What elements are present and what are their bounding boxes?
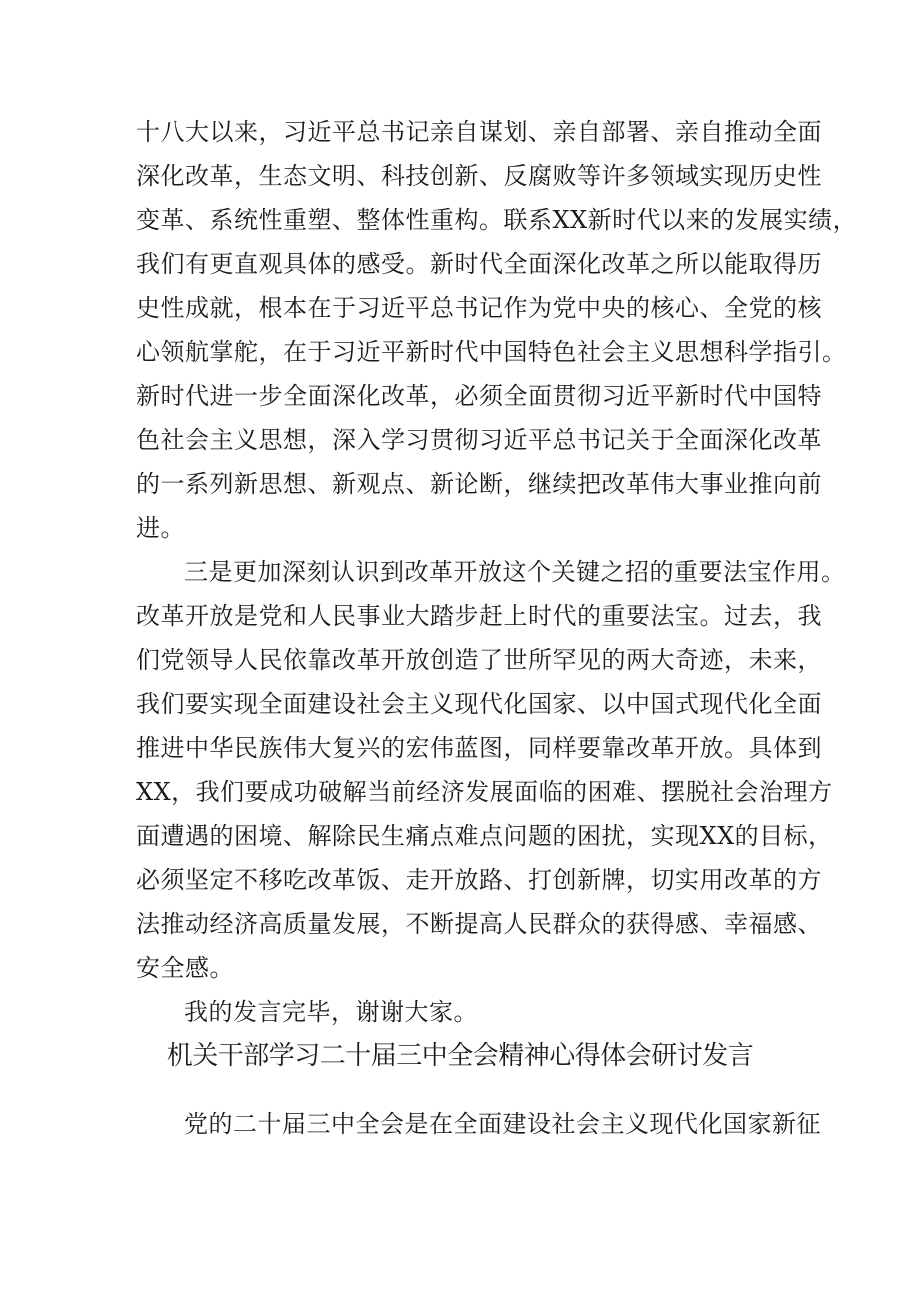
paragraph-line: 法推动经济高质量发展，不断提高人民群众的获得感、幸福感、 [136,910,822,938]
paragraph-line: 十八大以来，习近平总书记亲自谋划、亲自部署、亲自推动全面 [136,118,822,146]
paragraph-line: 安全感。 [136,954,234,982]
paragraph-line: 党的二十届三中全会是在全面建设社会主义现代化国家新征 [184,1110,821,1138]
paragraph-line: 进。 [136,514,185,542]
paragraph-line: 们党领导人民依靠改革开放创造了世所罕见的两大奇迹，未来， [136,646,822,674]
article-title: 机关干部学习二十届三中全会精神心得体会研讨发言 [166,1041,754,1071]
paragraph-line: 变革、系统性重塑、整体性重构。联系XX新时代以来的发展实绩， [136,206,858,234]
paragraph-line: 我们有更直观具体的感受。新时代全面深化改革之所以能取得历 [136,250,822,278]
paragraph-line: 改革开放是党和人民事业大踏步赶上时代的重要法宝。过去，我 [136,602,822,630]
paragraph-line: 我们要实现全面建设社会主义现代化国家、以中国式现代化全面 [136,690,822,718]
paragraph-line: 色社会主义思想，深入学习贯彻习近平总书记关于全面深化改革 [136,426,822,454]
paragraph-line: 史性成就，根本在于习近平总书记作为党中央的核心、全党的核 [136,294,822,322]
paragraph-line: 的一系列新思想、新观点、新论断，继续把改革伟大事业推向前 [136,470,822,498]
paragraph-line: 新时代进一步全面深化改革，必须全面贯彻习近平新时代中国特 [136,382,822,410]
closing-line: 我的发言完毕，谢谢大家。 [184,998,478,1026]
paragraph-line: 深化改革，生态文明、科技创新、反腐败等许多领域实现历史性 [136,162,822,190]
paragraph-line: 必须坚定不移吃改革饭、走开放路、打创新牌，切实用改革的方 [136,866,822,894]
paragraph-line: 推进中华民族伟大复兴的宏伟蓝图，同样要靠改革开放。具体到 [136,734,822,762]
paragraph-line: 面遭遇的困境、解除民生痛点难点问题的困扰，实现XX的目标， [136,822,833,850]
paragraph-line: 三是更加深刻认识到改革开放这个关键之招的重要法宝作用。 [184,558,846,586]
paragraph-line: 心领航掌舵，在于习近平新时代中国特色社会主义思想科学指引。 [136,338,847,366]
paragraph-line: XX，我们要成功破解当前经济发展面临的困难、摆脱社会治理方 [136,778,833,806]
